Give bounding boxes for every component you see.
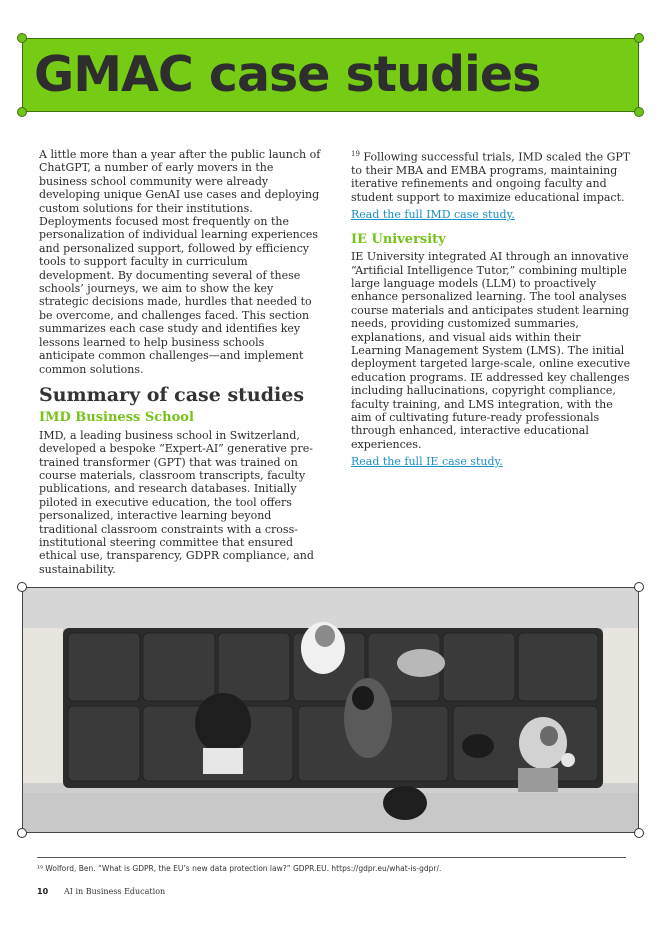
summary-heading: Summary of case studies [39,383,305,406]
running-footer-title: AI in Business Education [64,887,166,896]
footnote: ¹⁹ Wolford, Ben. “What is GDPR, the EU’s new data protection law?” GDPR.EU. https://gdpr.eu/what-is-gdpr/. [37,864,442,873]
imd-heading: IMD Business School [39,410,194,426]
image-handle-top-left[interactable] [17,582,27,592]
left-column [39,148,323,576]
imd-paragraph-start: IMD, a leading business school in Switzerland, developed a bespoke “Expert-AI” generative pre-trained transformer (GPT) that was trained on course materials, classroom transcripts, faculty publications, and research databases. Initially piloted in executive education, the tool offers personalized, interactive learning beyond traditional classroom constraints with a cross-institutional steering committee that ensured ethical use, transparency, GDPR compliance, and sustainability. [39,428,314,576]
imd-case-study-link[interactable]: Read the full IMD case study. [351,208,515,222]
resize-handle-top-left[interactable] [17,33,27,43]
page-title: GMAC case studies [34,46,541,103]
page-number: 10 [37,887,49,896]
resize-handle-bottom-left[interactable] [17,107,27,117]
ie-heading: IE University [351,231,446,247]
image-handle-bottom-left[interactable] [17,828,27,838]
resize-handle-bottom-right[interactable] [634,107,644,117]
resize-handle-top-right[interactable] [634,33,644,43]
image-handle-bottom-right[interactable] [634,828,644,838]
imd-paragraph-end-text: Following successful trials, IMD scaled the GPT to their MBA and EMBA programs, maintaining iterative refinements and ongoing faculty and student support to maximize educational impact. [351,150,631,204]
ie-case-study-link[interactable]: Read the full IE case study. [351,455,503,469]
photo-illustration [23,588,639,833]
intro-paragraph: A little more than a year after the public launch of ChatGPT, a number of early movers in the business school community were already developing unique GenAI use cases and deploying custom solutions for their institutions. Deployments focused most frequently on the personalization of individual learning experiences and personalized support, followed by efficiency tools to support faculty in curriculum development. By documenting several of these schools’ journeys, we aim to show the key strategic decisions made, hurdles that needed to be overcome, and challenges faced. This section summarizes each case study and identifies key lessons learned to help business schools anticipate common challenges—and implement common solutions. [39,148,321,376]
imd-paragraph-end [351,148,631,204]
students-on-sofa-photo [22,587,639,833]
ie-paragraph: IE University integrated AI through an innovative “Artificial Intelligence Tutor,” combining multiple large language models (LLM) to proactively enhance personalized learning. The tool analyses course materials and anticipates student learning needs, providing customized summaries, explanations, and visual aids within their Learning Management System (LMS). The initial deployment targeted large-scale, online executive education programs. IE addressed key challenges including hallucinations, copyright compliance, faculty training, and LMS integration, with the aim of cultivating future-ready professionals through enhanced, interactive educational experiences. [351,250,631,451]
right-column [351,148,631,469]
footnote-divider [37,857,626,858]
footnote-ref[interactable]: 19 [351,150,360,158]
image-handle-top-right[interactable] [634,582,644,592]
